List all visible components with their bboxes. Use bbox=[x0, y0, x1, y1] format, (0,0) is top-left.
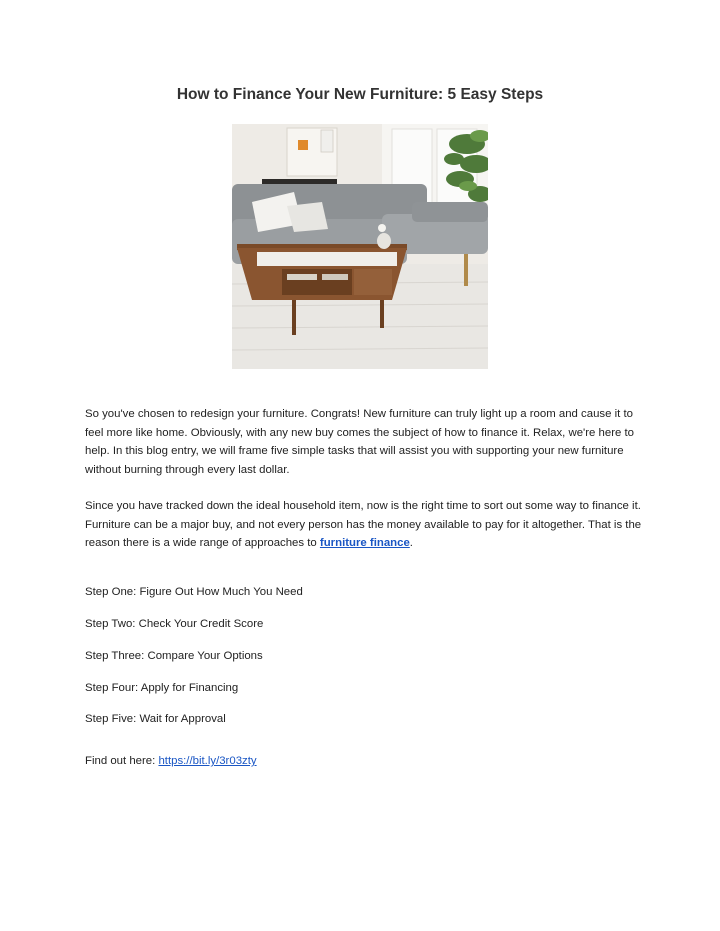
intro-paragraph: So you've chosen to redesign your furniture. Congrats! New furniture can truly light up a room and cause it to feel more like home. Obviously, with any new buy comes the subject of how to finance it. Relax, we're here to help. In this blog entry, we will frame five simple tasks that will assist you with supporting your new furniture without burning through every last dollar. bbox=[85, 408, 634, 476]
find-out-label: Find out here: bbox=[85, 755, 159, 767]
furniture-finance-link[interactable]: furniture finance bbox=[319, 537, 410, 550]
step-item: Step Five: Wait for Approval bbox=[85, 713, 226, 725]
short-url-link[interactable]: https://bit.ly/3r03zty bbox=[158, 755, 257, 767]
living-room-photo bbox=[232, 124, 488, 369]
step-item: Step Four: Apply for Financing bbox=[85, 682, 239, 694]
step-item: Step Two: Check Your Credit Score bbox=[85, 618, 264, 630]
step-item: Step Three: Compare Your Options bbox=[85, 650, 263, 662]
page-title: How to Finance Your New Furniture: 5 Easy Steps bbox=[176, 86, 544, 103]
step-item: Step One: Figure Out How Much You Need bbox=[85, 586, 303, 598]
finance-paragraph-text: Since you have tracked down the ideal household item, now is the right time to sort out some way to finance it. Furniture can be a major buy, and not every person has the money available to pay for it altogether. That is the reason there is a wide range of approaches to bbox=[85, 500, 642, 550]
find-out-line bbox=[85, 755, 257, 767]
finance-paragraph-end: . bbox=[409, 537, 413, 550]
finance-paragraph bbox=[85, 497, 645, 553]
